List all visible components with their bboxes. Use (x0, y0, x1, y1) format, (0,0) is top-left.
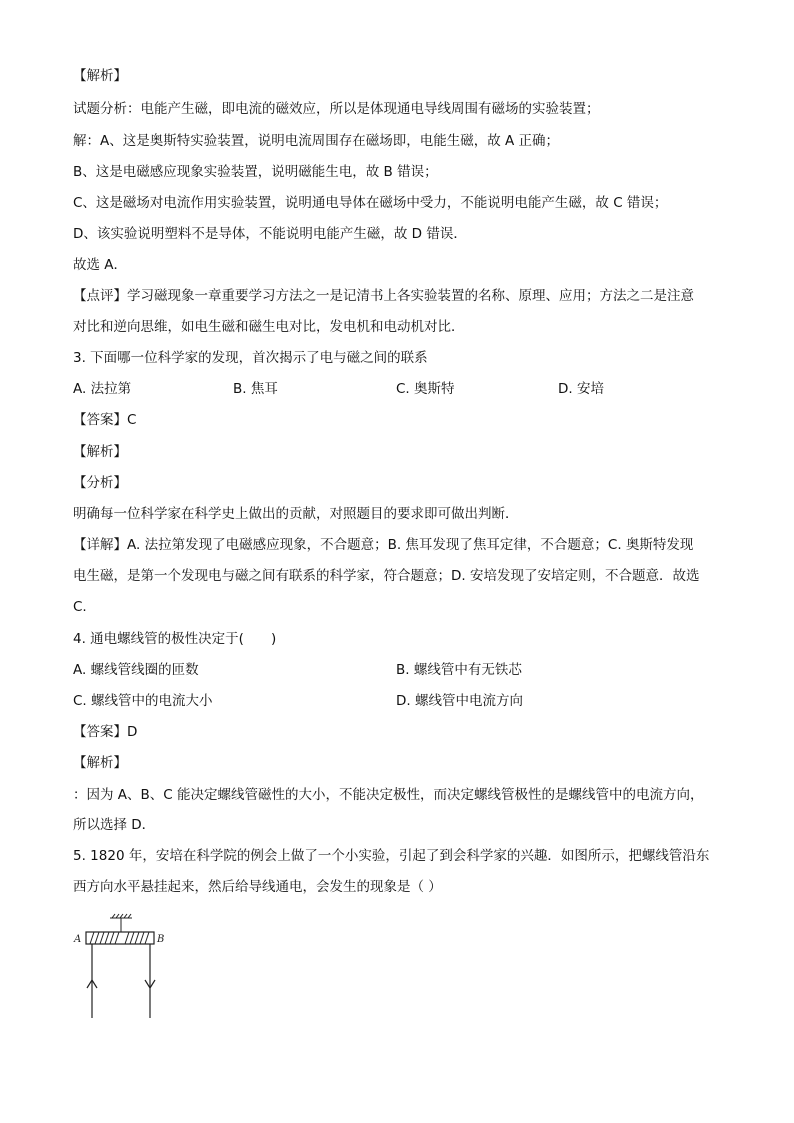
detail-line: 电生磁，是第一个发现电与磁之间有联系的科学家，符合题意；D. 安培发现了安培定则，不合题意．故选 (73, 568, 700, 584)
detail-line: C. (73, 599, 87, 615)
question-5: 5. 1820 年，安培在科学院的例会上做了一个小实验，引起了到会科学家的兴趣．如图所示，把螺线管沿东 (73, 848, 710, 864)
section-label-analysis: 【解析】 (73, 68, 127, 84)
q3-option-c: C. 奥斯特 (396, 381, 455, 397)
solenoid-coil (90, 932, 149, 944)
text-line: C、这是磁场对电流作用实验装置，说明通电导体在磁场中受力，不能说明电能产生磁，故 C 错误； (73, 195, 668, 211)
text-line: 故选 A． (73, 257, 128, 273)
text-line: 解：A、这是奥斯特实验装置，说明电流周围存在磁场即，电能生磁，故 A 正确； (73, 133, 560, 149)
question-4: 4. 通电螺线管的极性决定于( ) (73, 631, 277, 647)
section-label-fenxi: 【分析】 (73, 475, 127, 491)
question-5: 西方向水平悬挂起来，然后给导线通电，会发生的现象是（ ） (73, 879, 442, 895)
q4-option-c: C. 螺线管中的电流大小 (73, 693, 213, 709)
section-label-analysis: 【解析】 (73, 755, 127, 771)
detail-line: 【详解】A. 法拉第发现了电磁感应现象，不合题意；B. 焦耳发现了焦耳定律，不合题意；C. 奥斯特发现 (73, 537, 694, 553)
text-line: B、这是电磁感应现象实验装置，说明磁能生电，故 B 错误； (73, 164, 438, 180)
q4-option-a: A. 螺线管线圈的匝数 (73, 662, 199, 678)
comment-line: 对比和逆向思维，如电生磁和磁生电对比，发电机和电动机对比． (73, 319, 465, 335)
solenoid-figure (70, 908, 180, 1023)
text-line: 试题分析：电能产生磁，即电流的磁效应，所以是体现通电导线周围有磁场的实验装置； (73, 101, 600, 117)
question-3: 3. 下面哪一位科学家的发现，首次揭示了电与磁之间的联系 (73, 350, 428, 366)
ceiling-mount-icon (110, 914, 132, 918)
section-label-analysis: 【解析】 (73, 444, 127, 460)
label-b: B (157, 934, 165, 945)
answer-label: 【答案】C (73, 412, 137, 428)
q3-option-d: D. 安培 (558, 381, 604, 397)
comment-line: 【点评】学习磁现象一章重要学习方法之一是记清书上各实验装置的名称、原理、应用；方法之二是注意 (73, 288, 694, 304)
q4-option-b: B. 螺线管中有无铁芯 (396, 662, 522, 678)
text-line: ：因为 A、B、C 能决定螺线管磁性的大小，不能决定极性，而决定螺线管极性的是螺线管中的电流方向， (73, 787, 704, 803)
text-line: D、该实验说明塑料不是导体，不能说明电能产生磁，故 D 错误． (73, 226, 467, 242)
q4-option-d: D. 螺线管中电流方向 (396, 693, 523, 709)
text-line: 明确每一位科学家在科学史上做出的贡献，对照题目的要求即可做出判断． (73, 506, 519, 522)
q3-option-a: A. 法拉第 (73, 381, 132, 397)
answer-label: 【答案】D (73, 724, 138, 740)
label-a: A (74, 934, 82, 945)
text-line: 所以选择 D． (73, 817, 156, 833)
q3-option-b: B. 焦耳 (233, 381, 278, 397)
